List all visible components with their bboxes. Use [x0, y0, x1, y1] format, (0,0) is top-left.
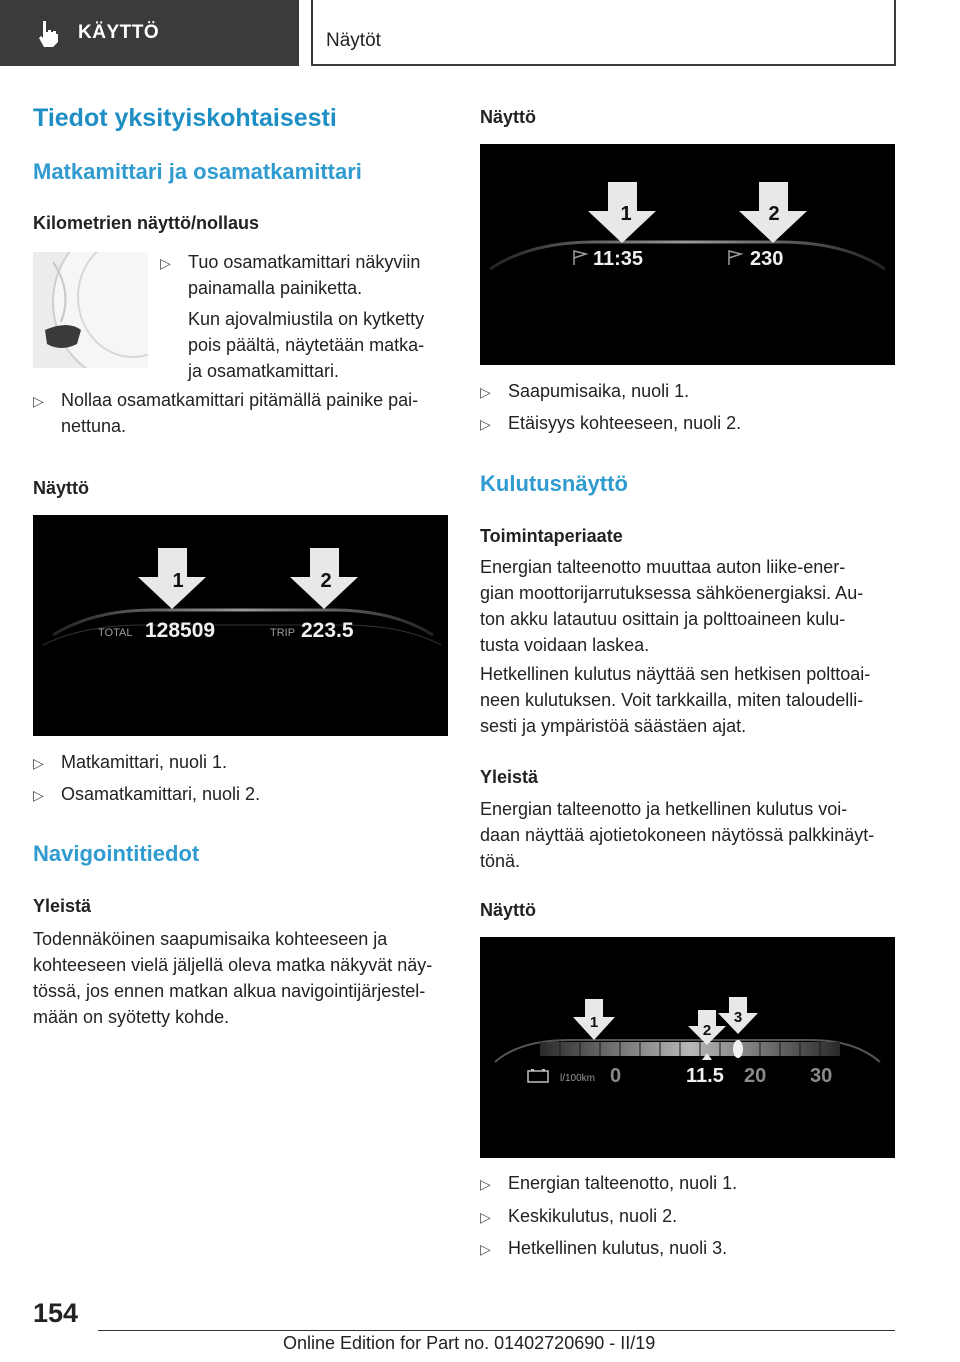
- triangle-bullet-icon: ▷: [480, 416, 491, 432]
- average-value: 11.5: [686, 1065, 724, 1087]
- list-item: [33, 749, 227, 776]
- trip-label: TRIP: [270, 627, 296, 639]
- arrow-1-number: 1: [589, 1014, 599, 1031]
- triangle-bullet-icon: ▷: [33, 787, 44, 803]
- arrow-1-number: 1: [172, 570, 184, 592]
- triangle-bullet-icon: ▷: [480, 1209, 491, 1225]
- principle-line: gian moottorijarrutuksessa sähköenergiaksi. Au-: [480, 583, 864, 603]
- step2-line1: Nollaa osamatkamittari pitämällä painike pai-: [61, 390, 419, 410]
- list-item: [160, 249, 420, 301]
- page-number: 154: [33, 1298, 79, 1328]
- note: [188, 306, 424, 384]
- odometer-heading: Matkamittari ja osamatkamittari: [33, 159, 362, 184]
- principle-paragraph: [480, 554, 900, 658]
- arrow-3-number: 3: [733, 1009, 743, 1026]
- hand-pointer-icon: [34, 18, 64, 48]
- footer-divider: [98, 1330, 895, 1331]
- triangle-bullet-icon: ▷: [33, 755, 44, 771]
- total-label: TOTAL: [98, 627, 133, 639]
- note-line2: pois päältä, näytetään matka-: [188, 335, 425, 355]
- instant-paragraph: [480, 661, 900, 739]
- reset-heading: Kilometrien näyttö/nollaus: [33, 213, 260, 233]
- arrow-2-number: 2: [768, 203, 780, 225]
- consumption-heading: Kulutusnäyttö: [480, 471, 628, 496]
- principle-heading: Toimintaperiaate: [480, 526, 623, 546]
- consumption-bar: [540, 1042, 840, 1056]
- bullet-recuperation: Energian talteenotto, nuoli 1.: [508, 1173, 738, 1193]
- instant-line: Hetkellinen kulutus näyttää sen hetkisen polttoai-: [480, 664, 871, 684]
- bullet-instant: Hetkellinen kulutus, nuoli 3.: [508, 1238, 728, 1258]
- unit-label: l/100km: [560, 1073, 596, 1084]
- total-value: 128509: [145, 619, 216, 642]
- list-item: [33, 781, 260, 808]
- bullet-odometer: Matkamittari, nuoli 1.: [61, 752, 228, 772]
- consumption-display: [480, 937, 895, 1158]
- edition-text: Online Edition for Part no. 01402720690 - II/19: [283, 1333, 656, 1353]
- step1-line1: Tuo osamatkamittari näkyviin: [188, 252, 421, 272]
- odometer-button-image: [33, 252, 148, 368]
- page-title: Tiedot yksityiskohtaisesti: [33, 104, 337, 132]
- nav-general-heading: Yleistä: [33, 896, 92, 916]
- note-line1: Kun ajovalmiustila on kytketty: [188, 309, 425, 329]
- nav-paragraph: [33, 926, 453, 1030]
- triangle-bullet-icon: ▷: [480, 384, 491, 400]
- chapter-tab: [311, 0, 896, 66]
- tick-30: 30: [810, 1065, 833, 1087]
- list-item: [480, 410, 741, 437]
- list-item: [33, 387, 418, 439]
- principle-line: tusta voidaan laskea.: [480, 635, 650, 655]
- section-tab: [0, 0, 299, 66]
- nav-line: kohteeseen vielä jäljellä oleva matka näkyvät näy-: [33, 955, 433, 975]
- list-item: [480, 1203, 677, 1230]
- instant-line: neen kulutuksen. Voit tarkkailla, miten taloudelli-: [480, 690, 864, 710]
- list-item: [480, 1170, 737, 1197]
- bullet-distance: Etäisyys kohteeseen, nuoli 2.: [508, 413, 742, 433]
- arrow-1-number: 1: [620, 203, 632, 225]
- arrow-2-number: 2: [702, 1022, 712, 1039]
- general-line: tönä.: [480, 851, 521, 871]
- instant-needle: [733, 1040, 743, 1058]
- general-line: Energian talteenotto ja hetkellinen kulutus voi-: [480, 799, 848, 819]
- step2-line2: nettuna.: [61, 416, 127, 436]
- instant-line: sesti ja ympäristöä säästäen ajat.: [480, 716, 747, 736]
- flag-icon: [729, 251, 741, 265]
- display-heading: Näyttö: [33, 478, 90, 498]
- bullet-arrival: Saapumisaika, nuoli 1.: [508, 381, 690, 401]
- step1-line2: painamalla painiketta.: [188, 278, 363, 298]
- flag-icon: [574, 251, 586, 265]
- arrival-time: 11:35: [593, 248, 644, 270]
- navigation-display: [480, 144, 895, 365]
- triangle-bullet-icon: ▷: [480, 1241, 491, 1257]
- triangle-bullet-icon: ▷: [480, 1176, 491, 1192]
- tick-20: 20: [744, 1065, 767, 1087]
- button-thumbnail: [33, 252, 148, 368]
- nav-display-heading: Näyttö: [480, 107, 537, 127]
- trip-value: 223.5: [301, 619, 354, 642]
- bullet-tripmeter: Osamatkamittari, nuoli 2.: [61, 784, 261, 804]
- battery-icon: [528, 1069, 548, 1082]
- odometer-display: [33, 515, 448, 736]
- nav-line: tössä, jos ennen matkan alkua navigointijärjestel-: [33, 981, 426, 1001]
- triangle-bullet-icon: ▷: [160, 255, 171, 271]
- general-heading: Yleistä: [480, 767, 539, 787]
- principle-line: Energian talteenotto muuttaa auton liike-ener-: [480, 557, 846, 577]
- triangle-bullet-icon: ▷: [33, 393, 44, 409]
- list-item: [480, 1235, 727, 1262]
- note-line3: ja osamatkamittari.: [188, 361, 340, 381]
- section-title: KÄYTTÖ: [78, 22, 160, 43]
- remaining-distance: 230: [750, 248, 784, 270]
- chapter-title: Näytöt: [326, 30, 381, 51]
- general-line: daan näyttää ajotietokoneen näytössä palkkinäyt-: [480, 825, 875, 845]
- nav-line: Todennäköinen saapumisaika kohteeseen ja: [33, 929, 388, 949]
- principle-line: ton akku latautuu osittain ja polttoaineen kulu-: [480, 609, 846, 629]
- navigation-heading: Navigointitiedot: [33, 841, 200, 866]
- arrow-2-number: 2: [320, 570, 332, 592]
- bullet-average: Keskikulutus, nuoli 2.: [508, 1206, 678, 1226]
- display-bezel: [490, 242, 885, 269]
- tick-0: 0: [610, 1065, 622, 1087]
- nav-line: mään on syötetty kohde.: [33, 1007, 230, 1027]
- general-paragraph: [480, 796, 900, 874]
- list-item: [480, 378, 689, 405]
- consumption-display-heading: Näyttö: [480, 900, 537, 920]
